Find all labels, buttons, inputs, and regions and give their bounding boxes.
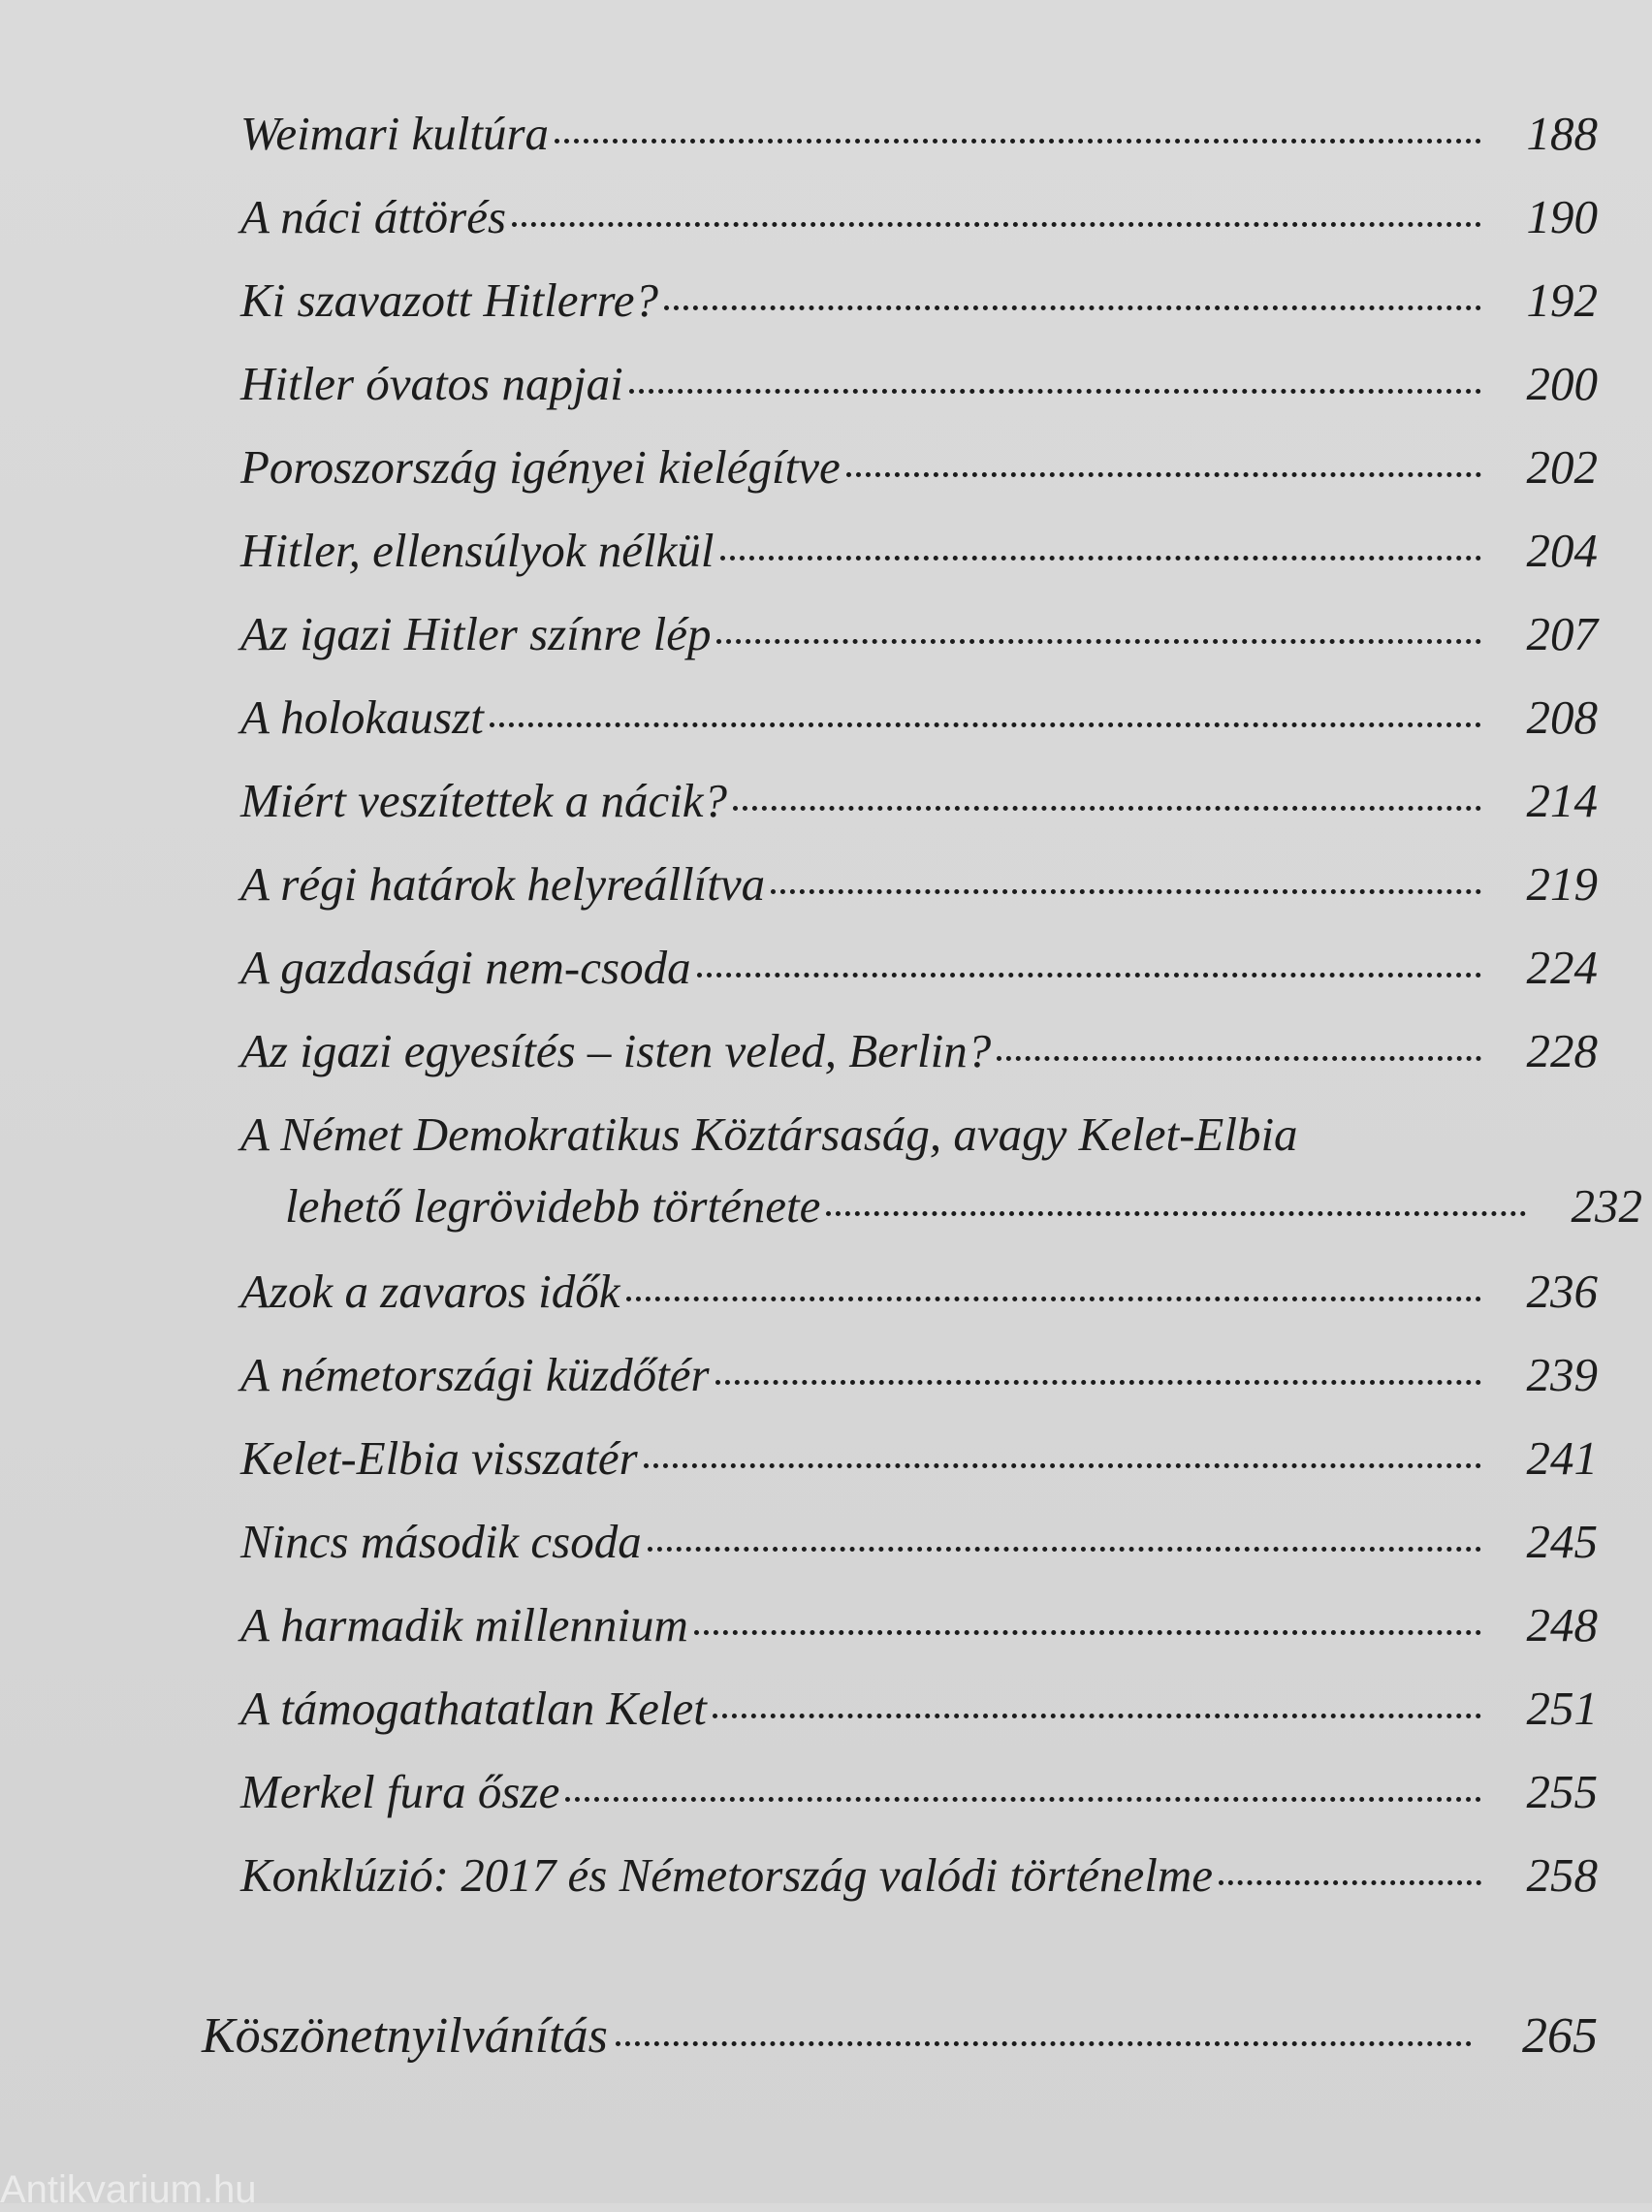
toc-entry-title: Miért veszítettek a nácik? <box>240 774 728 827</box>
toc-entry-page: 258 <box>1526 1848 1598 1902</box>
toc-entry <box>240 1680 1598 1738</box>
toc-entry <box>240 855 1598 914</box>
toc-entry-page: 232 <box>1571 1179 1642 1233</box>
toc-entry <box>240 689 1598 747</box>
dot-leader <box>716 639 1481 644</box>
dot-leader <box>555 139 1481 144</box>
toc-entry-title: A gazdasági nem-csoda <box>240 941 691 994</box>
toc-entry-page: 265 <box>1522 2008 1598 2064</box>
toc-entry-two-line <box>240 1106 1642 1235</box>
toc-entry-page: 202 <box>1526 440 1598 494</box>
dot-leader <box>720 556 1482 561</box>
toc-entry <box>240 1513 1598 1571</box>
toc-entry-page: 228 <box>1526 1024 1598 1077</box>
dot-leader <box>1219 1880 1481 1885</box>
toc-entry <box>240 1263 1598 1321</box>
toc-entry-title-line1: A Német Demokratikus Köztársaság, avagy Kelet-Elbia <box>240 1107 1298 1161</box>
toc-entry-page: 200 <box>1526 357 1598 410</box>
toc-entry-title: Merkel fura ősze <box>240 1765 560 1818</box>
toc-entry-acknowledgements <box>202 2005 1598 2068</box>
dot-leader <box>826 1211 1526 1216</box>
toc-entry-title: Hitler, ellensúlyok nélkül <box>240 524 715 577</box>
dot-leader <box>616 2041 1472 2046</box>
dot-leader <box>846 472 1481 477</box>
toc-entry-title: A náci áttörés <box>240 190 507 243</box>
toc-entry <box>240 939 1598 997</box>
toc-entry <box>240 1429 1598 1488</box>
dot-leader <box>490 722 1481 727</box>
toc-entry-page: 241 <box>1526 1431 1598 1485</box>
dot-leader <box>713 1714 1481 1718</box>
toc-entry-page: 248 <box>1526 1598 1598 1651</box>
dot-leader <box>694 1630 1481 1635</box>
toc-entry <box>240 605 1598 663</box>
toc-entry-page: 251 <box>1526 1682 1598 1735</box>
dot-leader <box>697 973 1481 978</box>
toc-entry-title: A támogathatatlan Kelet <box>240 1682 707 1735</box>
toc-entry-title: A németországi küzdőtér <box>240 1348 710 1401</box>
toc-entry-page: 224 <box>1526 941 1598 994</box>
toc-entry-title: Az igazi Hitler színre lép <box>240 607 712 660</box>
watermark: Antikvarium.hu <box>0 2168 257 2211</box>
dot-leader <box>512 222 1481 227</box>
dot-leader <box>733 806 1481 811</box>
toc-entry-title: Ki szavazott Hitlerre? <box>240 273 659 327</box>
toc-entry-page: 207 <box>1526 607 1598 660</box>
toc-entry-title: Nincs második csoda <box>240 1515 642 1568</box>
dot-leader <box>644 1463 1481 1468</box>
toc-entry <box>240 188 1598 246</box>
dot-leader <box>629 389 1481 394</box>
dot-leader <box>715 1380 1481 1385</box>
dot-leader <box>648 1547 1481 1552</box>
toc-entry-page: 188 <box>1526 107 1598 160</box>
toc-entry-title: Poroszország igényei kielégítve <box>240 440 841 494</box>
dot-leader <box>664 305 1481 310</box>
toc-entry-page: 214 <box>1526 774 1598 827</box>
toc-entry-page: 190 <box>1526 190 1598 243</box>
toc-entry-title: Hitler óvatos napjai <box>240 357 623 410</box>
toc-entry <box>240 1763 1598 1821</box>
toc-entry-title: A harmadik millennium <box>240 1598 688 1651</box>
dot-leader <box>626 1297 1482 1301</box>
table-of-contents <box>202 105 1642 2102</box>
toc-entry <box>240 438 1598 497</box>
toc-entry-page: 208 <box>1526 690 1598 744</box>
toc-entry <box>240 1596 1598 1654</box>
toc-entry <box>240 1846 1598 1905</box>
dot-leader <box>771 889 1481 894</box>
toc-entry <box>240 1022 1598 1080</box>
toc-entry <box>240 272 1598 330</box>
toc-entry <box>240 355 1598 413</box>
toc-entry-title: A holokauszt <box>240 690 484 744</box>
toc-entry-title: A régi határok helyreállítva <box>240 857 766 911</box>
toc-entry <box>240 1346 1598 1404</box>
toc-entry-page: 245 <box>1526 1515 1598 1568</box>
toc-entry-page: 192 <box>1526 273 1598 327</box>
toc-entry-title: Konklúzió: 2017 és Németország valódi történelme <box>240 1848 1214 1902</box>
toc-entry-title: Azok a zavaros idők <box>240 1265 620 1318</box>
toc-entry-page: 236 <box>1526 1265 1598 1318</box>
toc-entry-page: 255 <box>1526 1765 1598 1818</box>
toc-entry <box>240 105 1598 163</box>
toc-entry <box>240 772 1598 830</box>
toc-entry-title: Köszönetnyilvánítás <box>202 2008 608 2064</box>
toc-entry-title: Az igazi egyesítés – isten veled, Berlin? <box>240 1024 992 1077</box>
toc-entry <box>240 522 1598 580</box>
dot-leader <box>565 1797 1481 1802</box>
toc-entry-title-line2: lehető legrövidebb története <box>285 1179 821 1233</box>
toc-entry-page: 239 <box>1526 1348 1598 1401</box>
toc-entry-page: 219 <box>1526 857 1598 911</box>
toc-entry-title: Kelet-Elbia visszatér <box>240 1431 638 1485</box>
dot-leader <box>997 1056 1481 1061</box>
toc-entry-title: Weimari kultúra <box>240 107 550 160</box>
toc-entry-page: 204 <box>1526 524 1598 577</box>
